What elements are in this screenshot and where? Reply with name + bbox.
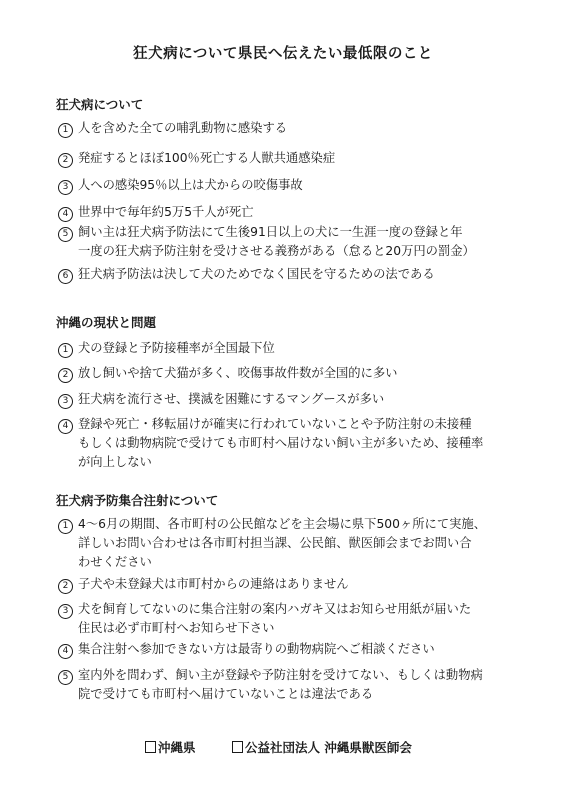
list-item: 4 登録や死亡・移転届けが確実に行われていないことや予防注射の未接種 もしくは動物病院で受けても市町村へ届けない飼い主が多いため、接種率 が向上しない bbox=[58, 415, 518, 472]
list-item: 3 狂犬病を流行させ、撲滅を困難にするマングースが多い bbox=[58, 390, 518, 409]
list-item: 4 集合注射へ参加できない方は最寄りの動物病院へご相談ください bbox=[58, 640, 518, 659]
list-item: 2 発症するとほぼ100％死亡する人獣共通感染症 bbox=[58, 149, 518, 168]
list-item: 1 人を含めた全ての哺乳動物に感染する bbox=[58, 119, 518, 138]
list-item: 6 狂犬病予防法は決して犬のためでなく国民を守るための法である bbox=[58, 265, 518, 284]
checkbox-square-icon bbox=[145, 741, 156, 753]
section-heading-okinawa: 沖縄の現状と問題 bbox=[56, 315, 157, 330]
list-item: 2 子犬や未登録犬は市町村からの連絡はありません bbox=[58, 575, 518, 594]
section-heading-rabies: 狂犬病について bbox=[56, 97, 144, 112]
list-item: 3 犬を飼育してないのに集合注射の案内ハガキ又はお知らせ用紙が届いた 住民は必ず市町村へお知らせ下さい bbox=[58, 600, 518, 638]
checkbox-square-icon bbox=[232, 741, 243, 753]
list-item: 2 放し飼いや捨て犬猫が多く、咬傷事故件数が全国的に多い bbox=[58, 364, 518, 383]
list-item: 5 室内外を問わず、飼い主が登録や予防注射を受けてない、もしくは動物病 院で受けても市町村へ届けていないことは違法である bbox=[58, 666, 518, 704]
page-title: 狂犬病について県民へ伝えたい最低限のこと bbox=[133, 46, 433, 62]
list-item: 5 飼い主は狂犬病予防法にて生後91日以上の犬に一生涯一度の登録と年 一度の狂犬病予防注射を受けさせる義務がある（怠ると20万円の罰金） bbox=[58, 223, 518, 261]
list-item: 1 犬の登録と予防接種率が全国最下位 bbox=[58, 339, 518, 358]
org-veterinary-association: 公益社団法人 沖縄県獣医師会 bbox=[232, 738, 412, 756]
org-okinawa-prefecture: 沖縄県 bbox=[145, 738, 196, 756]
list-item: 1 4～6月の期間、各市町村の公民館などを主会場に県下500ヶ所にて実施、 詳しいお問い合わせは各市町村担当課、公民館、獣医師会までお問い合 わせください bbox=[58, 515, 518, 572]
list-item: 3 人への感染95％以上は犬からの咬傷事故 bbox=[58, 176, 518, 195]
list-item: 4 世界中で毎年約5万5千人が死亡 bbox=[58, 203, 518, 222]
section-heading-vaccination: 狂犬病予防集合注射について bbox=[56, 493, 219, 508]
